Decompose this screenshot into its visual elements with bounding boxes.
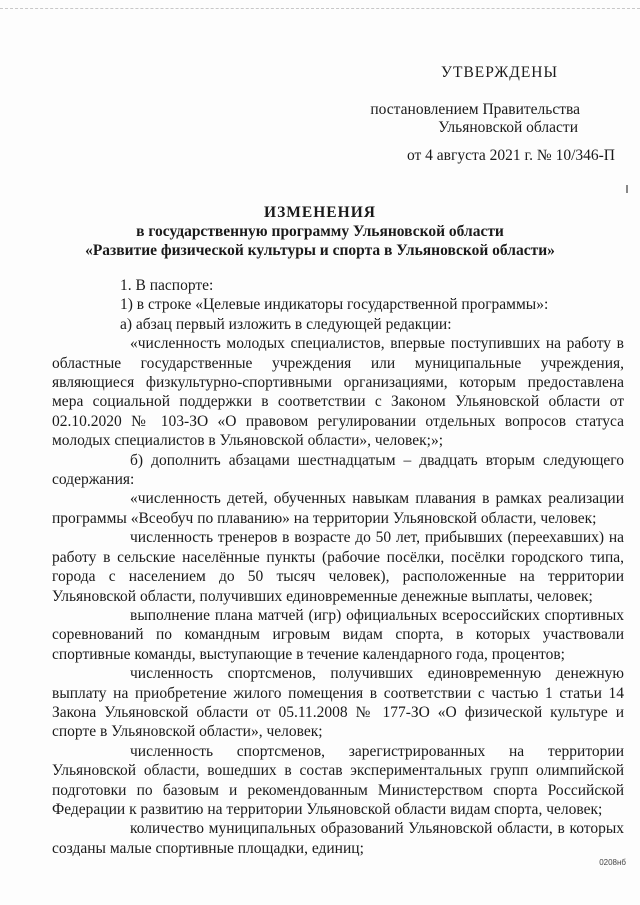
footer-code: 0208нб — [599, 858, 626, 867]
paragraph: количество муниципальных образований Ульяновской области, в которых созданы малые спортивные площадки, единиц; — [52, 820, 624, 857]
document-body — [52, 276, 624, 858]
scan-top-edge — [0, 8, 640, 9]
paragraph: выполнение плана матчей (игр) официальных всероссийских спортивных соревнований по командным игровым видам спорта, в которых участвовали спортивные команды, выступающие в течение календарного года, процентов; — [52, 606, 624, 663]
document-title: ИЗМЕНЕНИЯ — [264, 204, 376, 221]
paragraph: «численность молодых специалистов, впервые поступивших на работу в областные государственные учреждения или муниципальные учреждения, являющиеся физкультурно-спортивными организациями, которым предоставлена мера социальной поддержки в соответствии с Законом Ульяновской области от 02.10.2020 № 103-ЗО «О правовом регулировании отдельных вопросов статуса молодых специалистов в Ульяновской области», человек;»; — [52, 335, 624, 450]
paragraph: численность спортсменов, получивших единовременную денежную выплату на приобретение жилого помещения в соответствии с частью 1 статьи 14 Закона Ульяновской области от 05.11.2008 № 177-ЗО «О физической культуре и спорте в Ульяновской области», человек; — [52, 665, 624, 741]
paragraph: а) абзац первый изложить в следующей редакции: — [120, 315, 452, 333]
paragraph: 1. В паспорте: — [120, 277, 214, 294]
scan-mark — [626, 185, 628, 193]
approval-heading: УТВЕРЖДЕНЫ — [441, 64, 558, 81]
paragraph: 1) в строке «Целевые индикаторы государственной программы»: — [120, 296, 549, 314]
paragraph: б) дополнить абзацами шестнадцатым – двадцать вторым следующего содержания: — [52, 451, 624, 489]
approval-authority: Ульяновской области — [438, 119, 578, 136]
approval-date: от 4 августа 2021 г. № 10/346-П — [406, 147, 615, 164]
paragraph: численность тренеров в возрасте до 50 лет, прибывших (переехавших) на работу в сельские населённые пункты (рабочие посёлки, посёлки городского типа, города с населением до 50 тысяч человек), расположенные на территории Ульяновской области, получивших единовременные денежные выплаты, человек; — [52, 529, 624, 605]
approval-by: постановлением Правительства — [370, 101, 580, 118]
document-subtitle: в государственную программу Ульяновской области — [136, 223, 504, 240]
paragraph: «численность детей, обученных навыкам плавания в рамках реализации программы «Всеобуч по плаванию» на территории Ульяновской области, человек; — [52, 490, 624, 527]
program-name: «Развитие физической культуры и спорта в Ульяновской области» — [85, 242, 555, 259]
paragraph: численность спортсменов, зарегистрированных на территории Ульяновской области, вошедших в состав экспериментальных групп олимпийской подготовки по базовым и рекомендованным Министерством спорта Российской Федерации к развитию на территории Ульяновской области видам спорта, человек; — [52, 742, 624, 818]
